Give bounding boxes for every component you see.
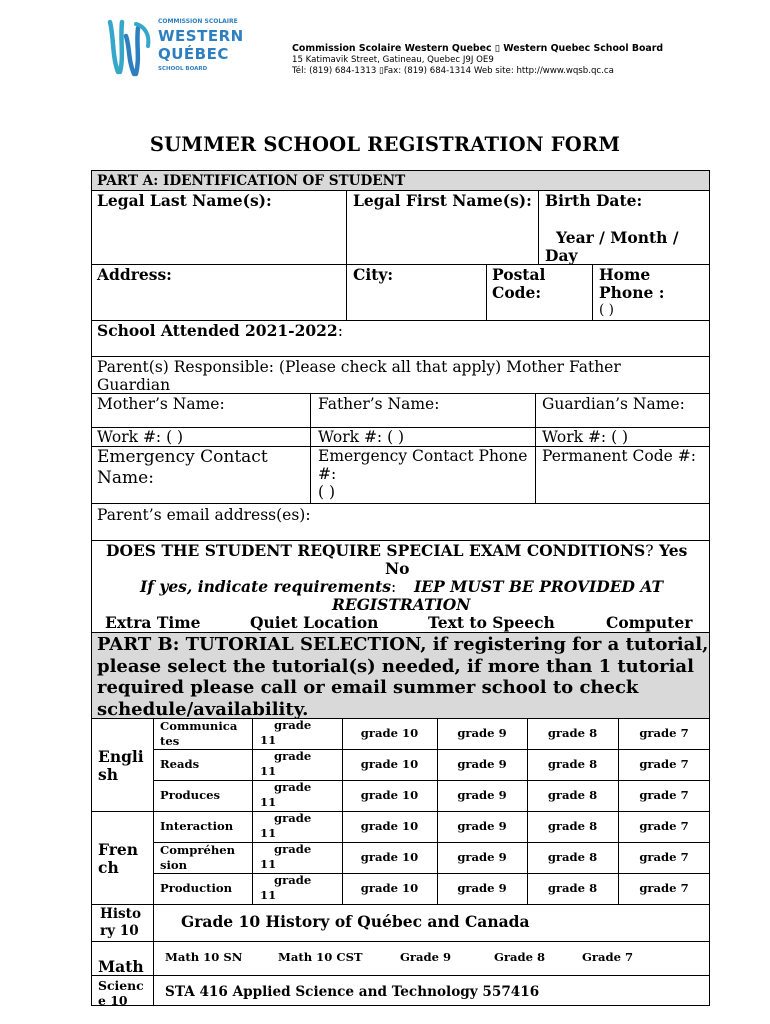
parents-responsible-label: Parent(s) Responsible: (Please check all that apply) Mother Father: [97, 358, 621, 376]
grade-option-g10: grade 10: [360, 819, 419, 833]
iep-notice-2: REGISTRATION: [332, 595, 471, 614]
emergency-phone-label: Emergency Contact Phone: [318, 447, 528, 465]
math-option-grade9: Grade 9: [400, 950, 452, 964]
grade-option-g10: grade 10: [360, 757, 419, 771]
grade-option-g7: grade 7: [639, 850, 689, 864]
grade-option-g8: grade 8: [547, 788, 598, 802]
emergency-contact-name-label: Emergency Contact: [97, 447, 268, 467]
grade-11-option-2: 11: [260, 764, 277, 778]
grade-option-g9: grade 9: [457, 726, 507, 740]
grade-option-g10: grade 10: [360, 788, 419, 802]
skill-label: Interaction: [160, 819, 234, 833]
grade-option-g9: grade 9: [457, 819, 507, 833]
grade-option-g10: grade 10: [360, 850, 419, 864]
father-work-label: Work #: ( ): [318, 428, 405, 446]
emergency-phone-area: ( ): [318, 483, 336, 501]
math-option-grade8: Grade 8: [494, 950, 546, 964]
grade-11-option-2: 11: [260, 826, 277, 840]
school-board-logo: [106, 14, 256, 80]
skill-label: Production: [160, 881, 233, 895]
guardian-name-label: Guardian’s Name:: [542, 395, 685, 413]
father-name-label: Father’s Name:: [318, 395, 440, 413]
parent-email-label: Parent’s email address(es):: [97, 506, 311, 524]
option-quiet-location: Quiet Location: [250, 613, 379, 632]
grade-option-g9: grade 9: [457, 881, 507, 895]
exam-yes-option: Yes: [659, 541, 688, 560]
home-phone-label-2: Phone :: [599, 283, 665, 302]
grade-11-option-2: 11: [260, 888, 277, 902]
grade-option-g7: grade 7: [639, 788, 689, 802]
skill-label-2: tes: [160, 734, 180, 748]
school-attended-label: School Attended 2021-2022:: [97, 321, 343, 340]
logo-line2: QUÉBEC: [158, 45, 229, 63]
grade-11-option-2: 11: [260, 733, 277, 747]
home-phone-label: Home: [599, 265, 651, 284]
skill-label: Communica: [160, 719, 238, 733]
grade-option-g7: grade 7: [639, 757, 689, 771]
city-label: City:: [353, 265, 394, 284]
grade-11-option-2: 11: [260, 857, 277, 871]
subject-science: Scienc e 10: [98, 978, 144, 1008]
mother-work-label: Work #: ( ): [97, 428, 184, 446]
birth-date-label: Birth Date:: [545, 191, 643, 210]
first-name-label: Legal First Name(s):: [353, 191, 532, 210]
org-line: Commission Scolaire Western Quebec ▯ Western Quebec School Board: [292, 43, 664, 54]
grade-option-g7: grade 7: [639, 726, 689, 740]
contact-line: Tél: (819) 684-1313 ▯Fax: (819) 684-1314 Web site: http://www.wqsb.qc.ca: [292, 66, 614, 76]
grade-11-option: grade: [274, 873, 312, 887]
logo-top-text: COMMISSION SCOLAIRE: [158, 18, 238, 25]
subject-english: Engli sh: [98, 747, 144, 784]
postal-code-label-2: Code:: [492, 283, 542, 302]
grade-11-option: grade: [274, 718, 312, 732]
emergency-phone-label-2: #:: [318, 465, 337, 483]
address-line: 15 Katimavik Street, Gatineau, Quebec J9J OE9: [292, 55, 494, 65]
logo-line1: WESTERN: [158, 27, 244, 45]
if-yes-requirements-label: If yes, indicate requirements:: [140, 577, 397, 596]
address-label: Address:: [97, 265, 172, 284]
subject-math: Math: [98, 957, 144, 976]
grade-11-option: grade: [274, 749, 312, 763]
grade-option-g8: grade 8: [547, 881, 598, 895]
option-computer: Computer: [606, 613, 693, 632]
science-course: STA 416 Applied Science and Technology 557416: [165, 984, 540, 1000]
last-name-label: Legal Last Name(s):: [97, 191, 272, 210]
math-option-grade7: Grade 7: [582, 950, 634, 964]
grade-11-option-2: 11: [260, 795, 277, 809]
grade-option-g7: grade 7: [639, 819, 689, 833]
logo-bottom-text: SCHOOL BOARD: [158, 66, 208, 72]
math-option-10sn: Math 10 SN: [165, 950, 243, 964]
grade-11-option: grade: [274, 842, 312, 856]
skill-label: Compréhen: [160, 843, 236, 857]
postal-code-label: Postal: [492, 265, 546, 284]
grade-option-g9: grade 9: [457, 788, 507, 802]
subject-history: Histo ry 10: [100, 906, 142, 939]
grade-option-g8: grade 8: [547, 819, 598, 833]
option-text-to-speech: Text to Speech: [428, 613, 555, 632]
grade-option-g10: grade 10: [360, 881, 419, 895]
grade-option-g7: grade 7: [639, 881, 689, 895]
option-extra-time: Extra Time: [105, 613, 201, 632]
mother-name-label: Mother’s Name:: [97, 395, 225, 413]
form-title: SUMMER SCHOOL REGISTRATION FORM: [149, 133, 621, 156]
birth-date-format: Year / Month /: [556, 228, 679, 247]
grade-option-g8: grade 8: [547, 726, 598, 740]
subject-french: Fren ch: [98, 840, 139, 877]
birth-date-format-day: Day: [545, 246, 578, 265]
grade-11-option: grade: [274, 780, 312, 794]
grade-option-g10: grade 10: [360, 726, 419, 740]
home-phone-area: ( ): [599, 302, 614, 318]
grade-option-g9: grade 9: [457, 850, 507, 864]
skill-label-2: sion: [160, 858, 188, 872]
part-b-heading: PART B: TUTORIAL SELECTION, if registering for a tutorial, please select the tutorial(s) needed, if more than 1 tutorial required please call or email summer school to check schedule/availability.: [97, 634, 709, 720]
grade-option-g9: grade 9: [457, 757, 507, 771]
exam-no-option: No: [385, 559, 410, 578]
permanent-code-label: Permanent Code #:: [542, 447, 696, 465]
parents-guardian-option: Guardian: [97, 376, 171, 394]
grade-option-g8: grade 8: [547, 850, 598, 864]
wqsb-logo-icon: [106, 16, 154, 78]
math-option-10cst: Math 10 CST: [278, 950, 363, 964]
guardian-work-label: Work #: ( ): [542, 428, 629, 446]
grade-11-option: grade: [274, 811, 312, 825]
iep-notice: IEP MUST BE PROVIDED AT: [414, 577, 664, 596]
grade-option-g8: grade 8: [547, 757, 598, 771]
history-course: Grade 10 History of Québec and Canada: [181, 912, 530, 931]
exam-conditions-question: DOES THE STUDENT REQUIRE SPECIAL EXAM CONDITIONS?: [106, 541, 654, 560]
skill-label: Reads: [160, 757, 200, 771]
skill-label: Produces: [160, 788, 221, 802]
part-a-heading: PART A: IDENTIFICATION OF STUDENT: [97, 173, 406, 189]
emergency-contact-name-label-2: Name:: [97, 468, 154, 488]
